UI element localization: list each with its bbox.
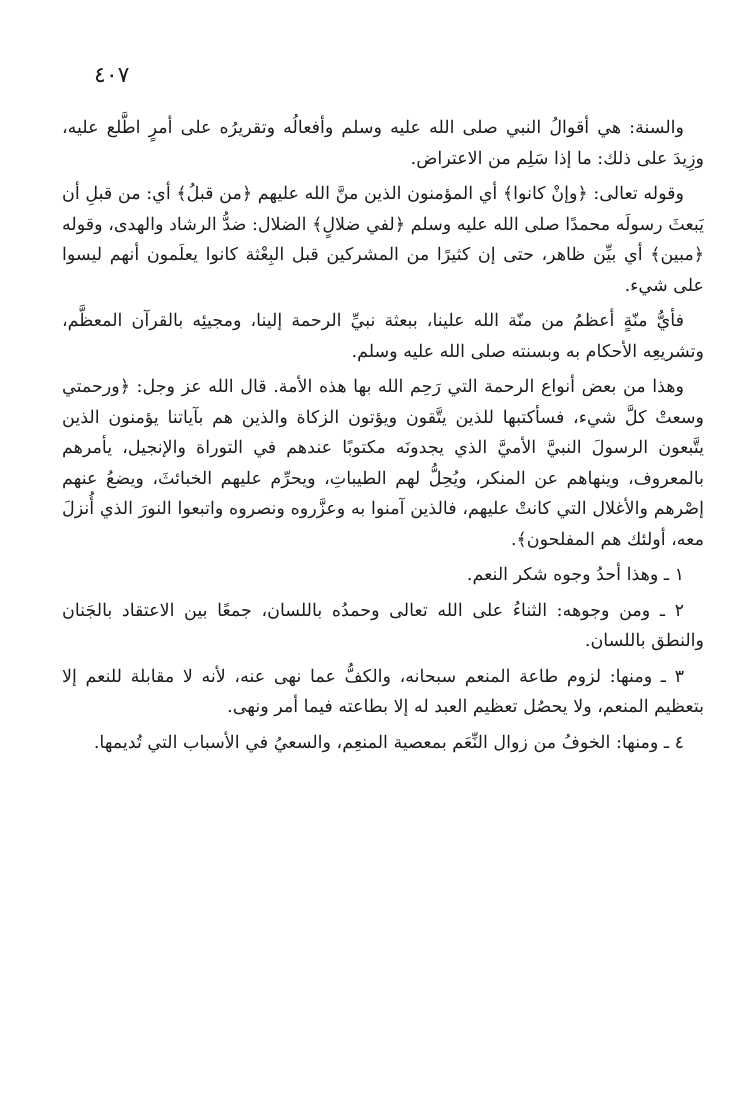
paragraph-verse-commentary: وقوله تعالى: ﴿وإنْ كانوا﴾ أي المؤمنون الذين منَّ الله عليهم ﴿من قبلُ﴾ أي: من قبلِ أن يَبعثَ رسولَه محمدًا صلى الله عليه وسلم ﴿لفي ضلالٍ﴾ الضلال: ضدُّ الرشاد والهدى، وقوله ﴿مبين﴾ أي بيِّن ظاهر، حتى إن كثيرًا من المشركين قبل البِعْثة كانوا يعلَمون أنهم ليسوا على شيء.: [62, 184, 704, 296]
list-item-gratitude-2: ٢ ـ ومن وجوهه: الثناءُ على الله تعالى وحمدُه باللسان، جمعًا بين الاعتقاد بالجَنان والنطق باللسان.: [62, 600, 704, 651]
paragraph-sunnah-definition: والسنة: هي أقوالُ النبي صلى الله عليه وسلم وأفعالُه وتقريرُه على أمرٍ اطَّلع عليه، وزِيدَ على ذلك: ما إذا سَلِم من الاعتراض.: [62, 118, 704, 169]
list-item-gratitude-4: ٤ ـ ومنها: الخوفُ من زوال النِّعَم بمعصية المنعِم، والسعيُ في الأسباب التي تُديمها.: [93, 732, 684, 753]
list-item-gratitude-1: ١ ـ وهذا أحدُ وجوه شكر النعم.: [466, 565, 684, 585]
page-body: [62, 113, 704, 763]
paragraph-greatest-blessing: فأيُّ منّةٍ أعظمُ من منّة الله علينا، ببعثة نبيِّ الرحمة إلينا، ومجيئِه بالقرآن المعظَّم، وتشريعِه الأحكام به وبسنته صلى الله عليه وسلم.: [62, 311, 704, 362]
list-item-gratitude-3: ٣ ـ ومنها: لزوم طاعة المنعم سبحانه، والكفُّ عما نهى عنه، لأنه لا مقابلة للنعم إلا بتعظيم المنعم، ولا يحصُل تعظيم العبد له إلا بطاعته فيما أمر ونهى.: [62, 666, 704, 717]
page-number: ٤٠٧: [94, 63, 130, 88]
paragraph-mercy-verse: وهذا من بعض أنواع الرحمة التي رَحِم الله بها هذه الأمة. قال الله عز وجل: ﴿ورحمتي وسعتْ كلَّ شيء، فسأكتبها للذين يتَّقون ويؤتون الزكاة والذين هم بآياتنا يؤمنون الذين يتَّبعون الرسولَ النبيَّ الأميَّ الذي يجدونَه مكتوبًا عندهم في التوراة والإنجيل، يأمرهم بالمعروف، وينهاهم عن المنكر، ويُحِلُّ لهم الطيباتِ، ويحرِّم عليهم الخبائثَ، ويضعُ عنهم إصْرهم والأغلال التي كانتْ عليهم، فالذين آمنوا به وعزَّروه ونصروه واتبعوا النورَ الذي أُنزلَ معه، أولئك هم المفلحون﴾.: [62, 377, 704, 550]
